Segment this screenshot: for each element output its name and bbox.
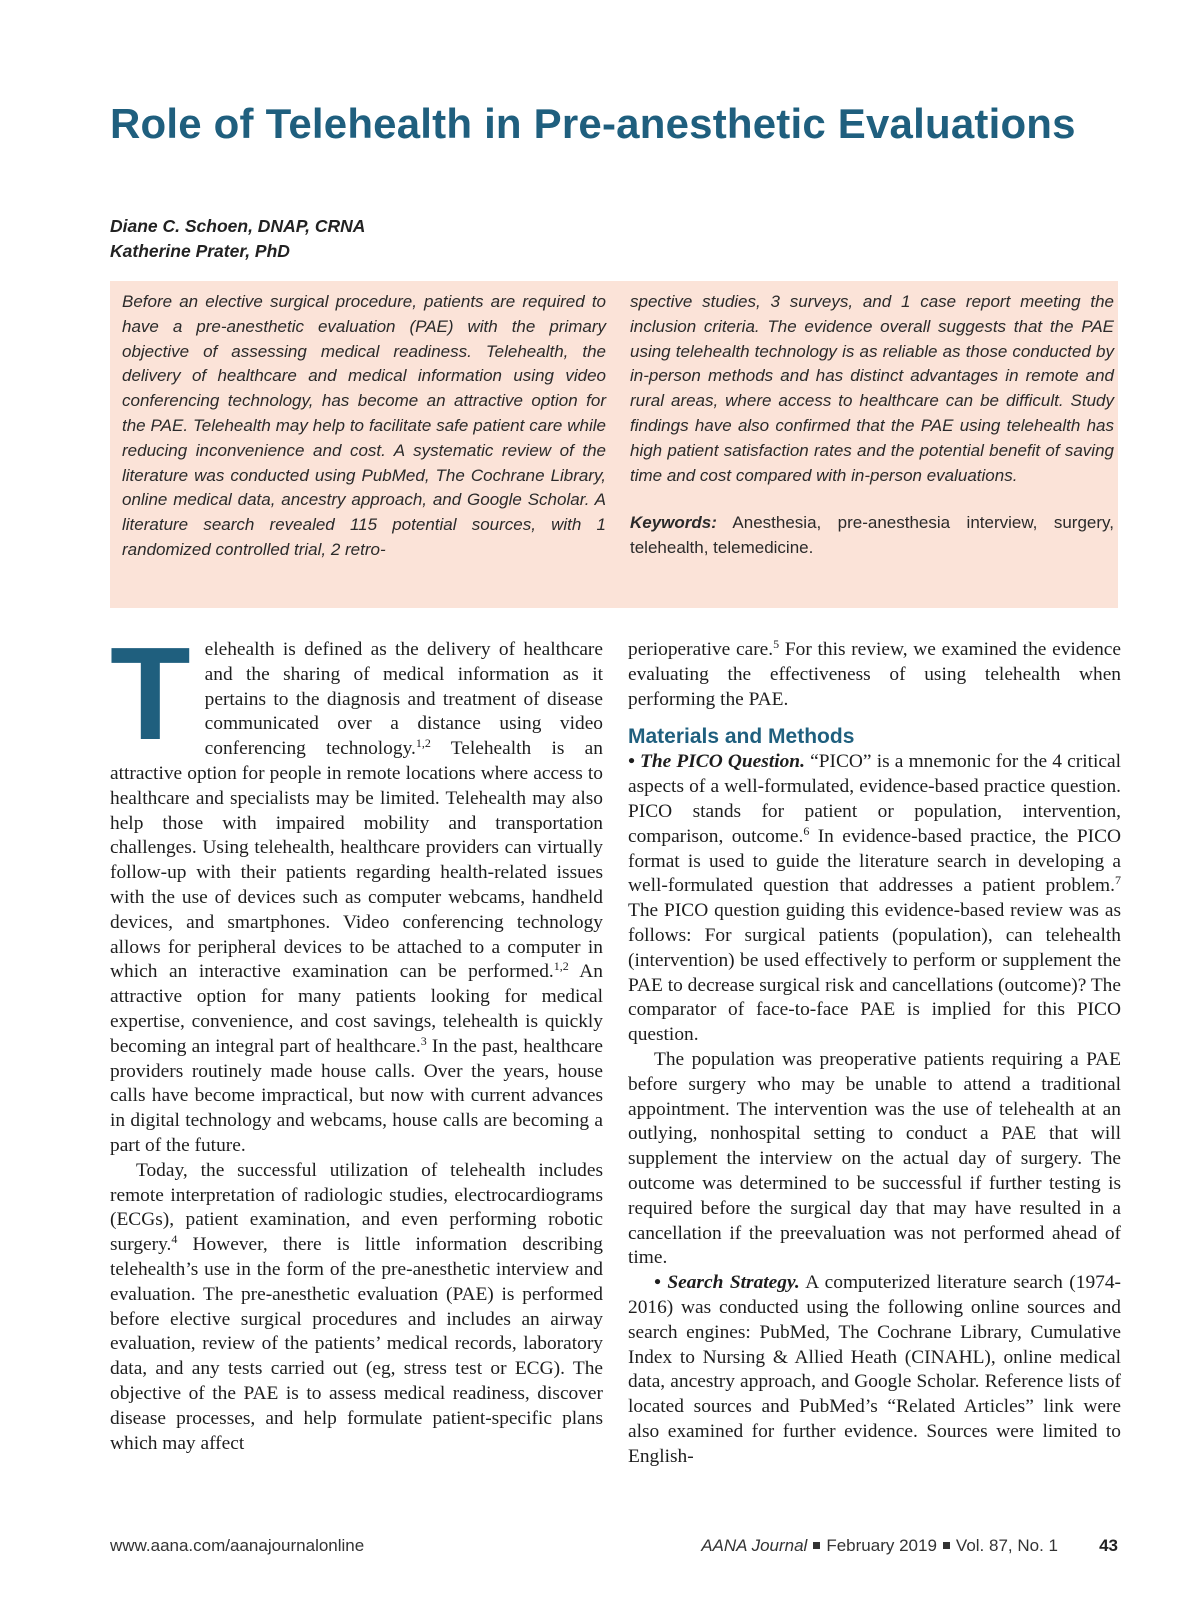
body-paragraph: The population was preoperative patients requiring a PAE before surgery who may be unable to attend a traditional appointment. The intervention was the use of telehealth at an outlying, nonhospital setting to conduct a PAE that will supplement the interview on the actual day of surgery. The outcome was determined to be successful if further testing is required before the surgical day that may have resulted in a cancellation if the preevaluation was not performed ahead of time. xyxy=(628,1048,1121,1269)
body-paragraph xyxy=(628,750,1121,1048)
volume-issue: Vol. 87, No. 1 xyxy=(955,1536,1058,1555)
body-paragraph xyxy=(628,638,1121,712)
abstract-text: spective studies, 3 surveys, and 1 case report meeting the inclusion criteria. The evidence overall suggests that the PAE using telehealth technology is as reliable as those conducted by in-person methods and has distinct advantages in remote and rural areas, where access to healthcare can be difficult. Study findings have also confirmed that the PAE using telehealth has high patient satisfaction rates and the potential benefit of saving time and cost compared with in-person evaluations. xyxy=(630,292,1114,485)
page-number: 43 xyxy=(1099,1536,1118,1555)
body-text: A computerized literature search (1974-2016) was conducted using the following online sources and search engines: PubMed, The Cochrane Library, Cumulative Index to Nursing & Allied Heath (CINAHL), online medical data, ancestry approach, and Google Scholar. Reference lists of located sources and PubMed’s “Related Articles” link were also examined for further evidence. Sources were limited to English- xyxy=(628,1272,1121,1467)
square-bullet-icon xyxy=(943,1542,950,1549)
author-name: Diane C. Schoen, DNAP, CRNA xyxy=(110,216,366,236)
body-text: In evidence-based practice, the PICO format is used to guide the literature search in developing a well-formulated question that addresses a patient problem. xyxy=(628,825,1122,897)
journal-info xyxy=(701,1536,1058,1556)
citation: 1,2 xyxy=(415,736,431,751)
abstract-column-right xyxy=(630,290,1114,561)
body-text: An attractive option for many patients looking for medical expertise, convenience, and cost savings, telehealth is quickly becoming an integral part of healthcare. xyxy=(110,961,603,1057)
body-paragraph xyxy=(628,1271,1121,1469)
run-in-heading: • Search Strategy. xyxy=(654,1272,800,1294)
abstract-text: Before an elective surgical procedure, patients are required to have a pre-anesthetic evaluation (PAE) with the primary objective of assessing medical readiness. Telehealth, the delivery of healthcare and medical information using video conferencing technology, has become an attractive option for the PAE. Telehealth may help to facilitate safe patient care while reducing inconvenience and cost. A systematic review of the literature was conducted using PubMed, The Cochrane Library, online medical data, ancestry approach, and Google Scholar. A literature search revealed 115 potential sources, with 1 randomized controlled trial, 2 retro- xyxy=(122,292,606,559)
body-text: perioperative care. xyxy=(628,639,774,660)
body-text: Telehealth is an attractive option for people in remote locations where access to healthcare and specialists may be limited. Telehealth may also help those with impaired mobility and transportation challenges. Using telehealth, healthcare providers can virtually follow-up with their patients regarding health-related issues with the use of devices such as computer webcams, handheld devices, and smartphones. Video conferencing technology allows for peripheral devices to be attached to a computer in which an interactive examination can be performed. xyxy=(110,738,603,983)
journal-url[interactable]: www.aana.com/aanajournalonline xyxy=(110,1536,365,1555)
body-text: In the past, healthcare providers routinely made house calls. Over the years, house calls have become impractical, but now with current advances in digital technology and webcams, house calls are becoming a part of the future. xyxy=(110,1035,603,1156)
body-text: The PICO question guiding this evidence-based review was as follows: For surgical patients (population), can telehealth (intervention) be used effectively to perform or supplement the PAE to decrease surgical risk and cancellations (outcome)? The comparator of face-to-face PAE is implied for this PICO question. xyxy=(628,900,1121,1046)
abstract-box xyxy=(110,281,1118,608)
keywords-list: Anesthesia, pre-anesthesia interview, surgery, telehealth, telemedicine. xyxy=(630,513,1114,558)
body-paragraph xyxy=(110,1159,603,1457)
body-paragraph xyxy=(110,620,603,1159)
journal-name: AANA Journal xyxy=(701,1536,808,1555)
citation: 5 xyxy=(773,637,780,651)
keywords xyxy=(630,511,1114,561)
run-in-heading: • The PICO Question. xyxy=(628,751,805,773)
body-text: elehealth is defined as the delivery of healthcare and the sharing of medical information as it pertains to the diagnosis and treatment of disease communicated over a distance using video conferencing technology. xyxy=(204,639,603,760)
body-text: However, there is little information describing telehealth’s use in the form of the pre-anesthetic interview and evaluation. The pre-anesthetic evaluation (PAE) is performed before elective surgical procedures and includes an airway evaluation, review of the patients’ medical records, laboratory data, and any tests carried out (eg, stress test or ECG). The objective of the PAE is to assess medical readiness, discover disease processes, and help formulate patient-specific plans which may affect xyxy=(110,1234,603,1454)
body-column-left xyxy=(110,620,603,1456)
citation: 3 xyxy=(420,1033,427,1048)
page-footer xyxy=(110,1536,1118,1560)
article-title: Role of Telehealth in Pre-anesthetic Evaluations xyxy=(110,100,1076,147)
body-column-right xyxy=(628,638,1121,1470)
citation: 4 xyxy=(171,1232,178,1247)
citation: 7 xyxy=(1115,873,1121,888)
keywords-label: Keywords: xyxy=(630,513,717,533)
abstract-column-left xyxy=(122,290,606,563)
section-heading: Materials and Methods xyxy=(628,725,855,749)
author-list xyxy=(110,214,365,264)
author-name: Katherine Prater, PhD xyxy=(110,241,290,261)
square-bullet-icon xyxy=(813,1542,820,1549)
citation: 6 xyxy=(803,823,810,838)
issue-date: February 2019 xyxy=(826,1536,937,1555)
body-text: For this review, we examined the evidence evaluating the effectiveness of using telehealth when performing the PAE. xyxy=(628,639,1121,710)
body-text: “PICO” is a mnemonic for the 4 critical aspects of a well-formulated, evidence-based practice question. PICO stands for patient or population, intervention, comparison, outcome. xyxy=(628,751,1121,847)
drop-cap: T xyxy=(110,620,191,767)
citation: 1,2 xyxy=(553,959,569,974)
body-text: Today, the successful utilization of telehealth includes remote interpretation of radiologic studies, electrocardiograms (ECGs), patient examination, and even performing robotic surgery. xyxy=(110,1159,603,1256)
